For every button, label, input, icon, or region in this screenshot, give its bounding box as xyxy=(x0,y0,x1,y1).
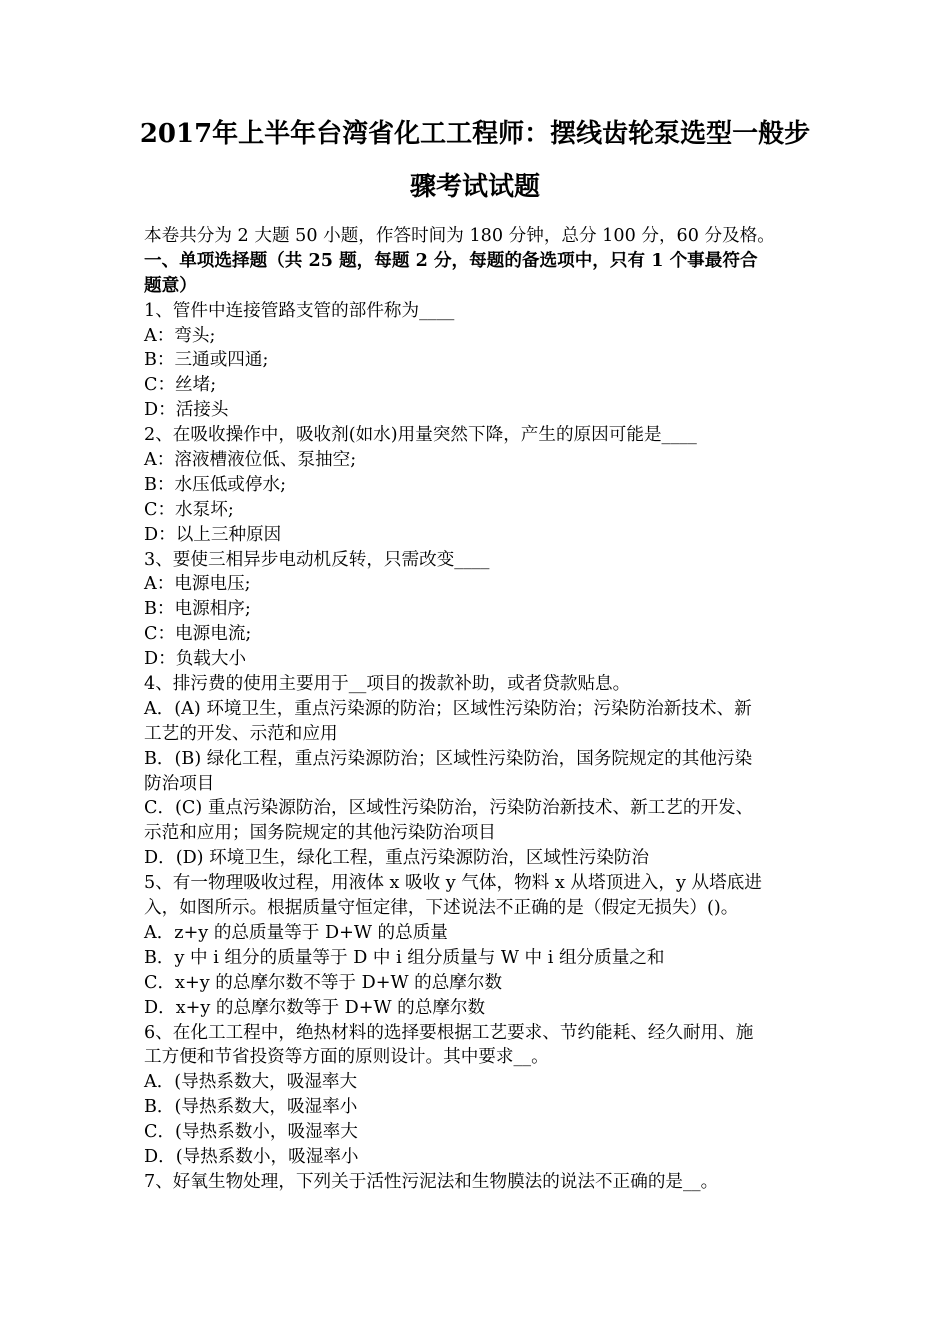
question-text-line: C：丝堵; xyxy=(144,375,217,396)
question-text-line: D：以上三种原因 xyxy=(144,524,282,545)
question-text-line: D：活接头 xyxy=(144,400,229,421)
question-text-line: A．(A) 环境卫生，重点污染源的防治；区域性污染防治；污染防治新技术、新 xyxy=(144,698,752,719)
question-text-line: A．z+y 的总质量等于 D+W 的总质量 xyxy=(144,922,448,943)
question-text-line: D．x+y 的总摩尔数等于 D+W 的总摩尔数 xyxy=(144,997,486,1018)
question-text-line: B：电源相序; xyxy=(144,599,251,620)
question-text-line: 4、排污费的使用主要用于__项目的拨款补助，或者贷款贴息。 xyxy=(144,674,631,695)
question-text-line: C．x+y 的总摩尔数不等于 D+W 的总摩尔数 xyxy=(144,972,503,993)
question-text-line: 示范和应用；国务院规定的其他污染防治项目 xyxy=(144,823,496,844)
question-text-line: C：水泵坏; xyxy=(144,499,234,520)
document-body xyxy=(144,224,810,1195)
section-heading-line-1: 一、单项选择题（共 25 题，每题 2 分，每题的备选项中，只有 1 个事最符合 xyxy=(144,249,758,271)
question-text-line: C．(导热系数小，吸湿率大 xyxy=(144,1122,358,1143)
question-text-line: 2、在吸收操作中，吸收剂(如水)用量突然下降，产生的原因可能是____ xyxy=(144,425,697,446)
question-text-line: 3、要使三相异步电动机反转，只需改变____ xyxy=(144,549,490,570)
question-text-line: B．(导热系数大，吸湿率小 xyxy=(144,1097,358,1118)
question-text-line: 7、好氧生物处理，下列关于活性污泥法和生物膜法的说法不正确的是__。 xyxy=(144,1171,719,1192)
question-text-line: 入，如图所示。根据质量守恒定律，下述说法不正确的是（假定无损失）()。 xyxy=(144,898,739,919)
question-text-line: B．(B) 绿化工程，重点污染源防治；区域性污染防治，国务院规定的其他污染 xyxy=(144,748,753,769)
question-text-line: C：电源电流; xyxy=(144,624,252,645)
document-title-line-1: 2017年上半年台湾省化工工程师：摆线齿轮泵选型一般步 xyxy=(139,119,811,149)
question-list xyxy=(144,299,810,1195)
question-text-line: D．(导热系数小，吸湿率小 xyxy=(144,1146,359,1167)
question-text-line: 防治项目 xyxy=(144,773,215,794)
question-text-line: A：溶液槽液位低、泵抽空; xyxy=(144,450,357,471)
question-text-line: 工艺的开发、示范和应用 xyxy=(144,723,338,744)
question-text-line: D：负载大小 xyxy=(144,649,247,670)
question-text-line: 工方便和节省投资等方面的原则设计。其中要求__。 xyxy=(144,1047,549,1068)
question-text-line: A：电源电压; xyxy=(144,574,251,595)
question-text-line: B．y 中 i 组分的质量等于 D 中 i 组分质量与 W 中 i 组分质量之和 xyxy=(144,947,665,968)
question-text-line: D．(D) 环境卫生，绿化工程，重点污染源防治，区域性污染防治 xyxy=(144,848,649,869)
question-text-line: 1、管件中连接管路支管的部件称为____ xyxy=(144,300,455,321)
question-text-line: A：弯头; xyxy=(144,325,216,346)
question-text-line: C．(C) 重点污染源防治，区域性污染防治，污染防治新技术、新工艺的开发、 xyxy=(144,798,754,819)
question-text-line: A．(导热系数大，吸湿率大 xyxy=(144,1072,358,1093)
question-text-line: 6、在化工工程中，绝热材料的选择要根据工艺要求、节约能耗、经久耐用、施 xyxy=(144,1022,754,1043)
exam-intro: 本卷共分为 2 大题 50 小题，作答时间为 180 分钟，总分 100 分，60 分及格。 xyxy=(144,226,775,246)
section-heading-line-2: 题意） xyxy=(144,274,197,296)
document-title-line-2: 骤考试试题 xyxy=(409,172,540,202)
question-text-line: B：水压低或停水; xyxy=(144,474,287,495)
question-text-line: 5、有一物理吸收过程，用液体 x 吸收 y 气体，物料 x 从塔顶进入，y 从塔底进 xyxy=(144,873,762,894)
question-text-line: B：三通或四通; xyxy=(144,350,269,371)
